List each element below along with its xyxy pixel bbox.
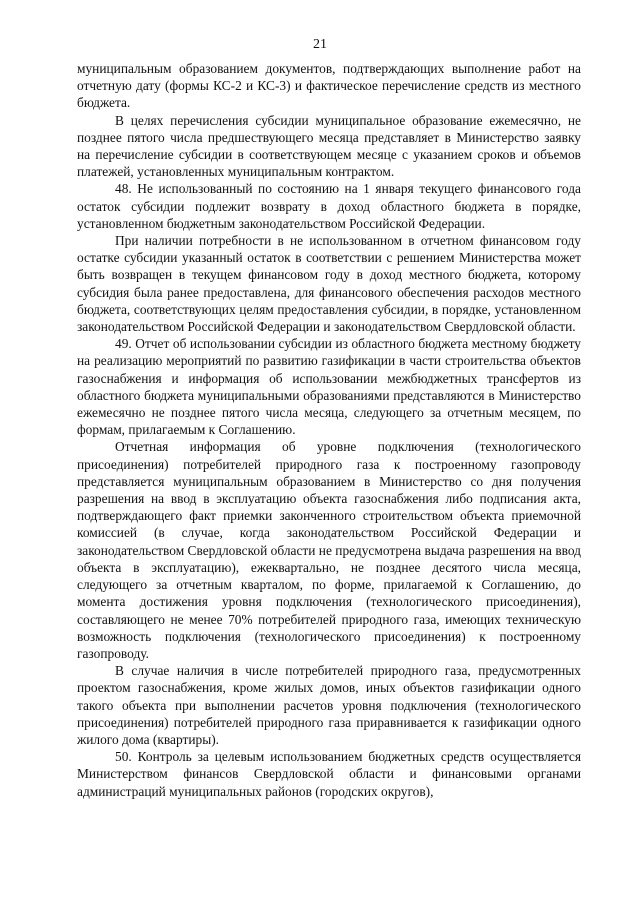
paragraph-gasification-objects: В случае наличия в числе потребителей природного газа, предусмотренных проектом газоснабжения, кроме жилых домов, иных объектов газификации одного такого объекта при выполнении расчетов уровня подключения (технологического присоединения) потребителей природного газа приравнивается к газификации одного жилого дома (квартиры). [77,663,581,747]
paragraph-unused-balance: При наличии потребности в не использованном в отчетном финансовом году остатке субсидии указанный остаток в соответствии с решением Министерства может быть возвращен в текущем финансовом году в доход местного бюджета, которому субсидия была ранее предоставлена, для финансового обеспечения расходов местного бюджета, соответствующих целям предоставления субсидии, в порядке, установленном законодательством Российской Федерации и законодательством Свердловской области. [77,233,581,335]
page-number: 21 [313,37,327,52]
paragraph-continuation: муниципальным образованием документов, подтверждающих выполнение работ на отчетную дату (формы КС-2 и КС-3) и фактическое перечисление средств из местного бюджета. [77,61,581,111]
paragraph-clause-48: 48. Не использованный по состоянию на 1 января текущего финансового года остаток субсидии подлежит возврату в доход областного бюджета в порядке, установленном бюджетным законодательством Российской Федерации. [77,181,581,231]
page-body [77,60,581,800]
paragraph-clause-49: 49. Отчет об использовании субсидии из областного бюджета местному бюджету на реализацию мероприятий по развитию газификации в части строительства объектов газоснабжения и информация об использовании межбюджетных трансфертов из областного бюджета муниципальными образованиями представляются в Министерство ежемесячно не позднее пятого числа месяца, следующего за отчетным месяцем, по формам, прилагаемым к Соглашению. [77,336,581,438]
paragraph-clause-50: 50. Контроль за целевым использованием бюджетных средств осуществляется Министерством финансов Свердловской области и финансовыми органами администраций муниципальных районов (городских округов), [77,749,581,799]
paragraph-connection-report: Отчетная информация об уровне подключения (технологического присоединения) потребителей природного газа к построенному газопроводу представляется муниципальным образованием в Министерство со дня получения разрешения на ввод в эксплуатацию объекта газоснабжения либо подписания акта, подтверждающего факт приемки законченного строительством объекта приемочной комиссией (в случае, когда законодательством Российской Федерации и законодательством Свердловской области не предусмотрена выдача разрешения на ввод объекта в эксплуатацию), ежеквартально, не позднее десятого числа месяца, следующего за отчетным кварталом, по форме, прилагаемой к Соглашению, до момента достижения уровня подключения (технологического присоединения), составляющего не менее 70% потребителей природного газа, имеющих техническую возможность подключения (технологического присоединения) к построенному газопроводу. [77,439,581,661]
paragraph-subsidy-request: В целях перечисления субсидии муниципальное образование ежемесячно, не позднее пятого числа предшествующего месяца представляет в Министерство заявку на перечисление субсидии в соответствующем месяце с указанием сроков и объемов платежей, установленных муниципальным контрактом. [77,112,581,180]
